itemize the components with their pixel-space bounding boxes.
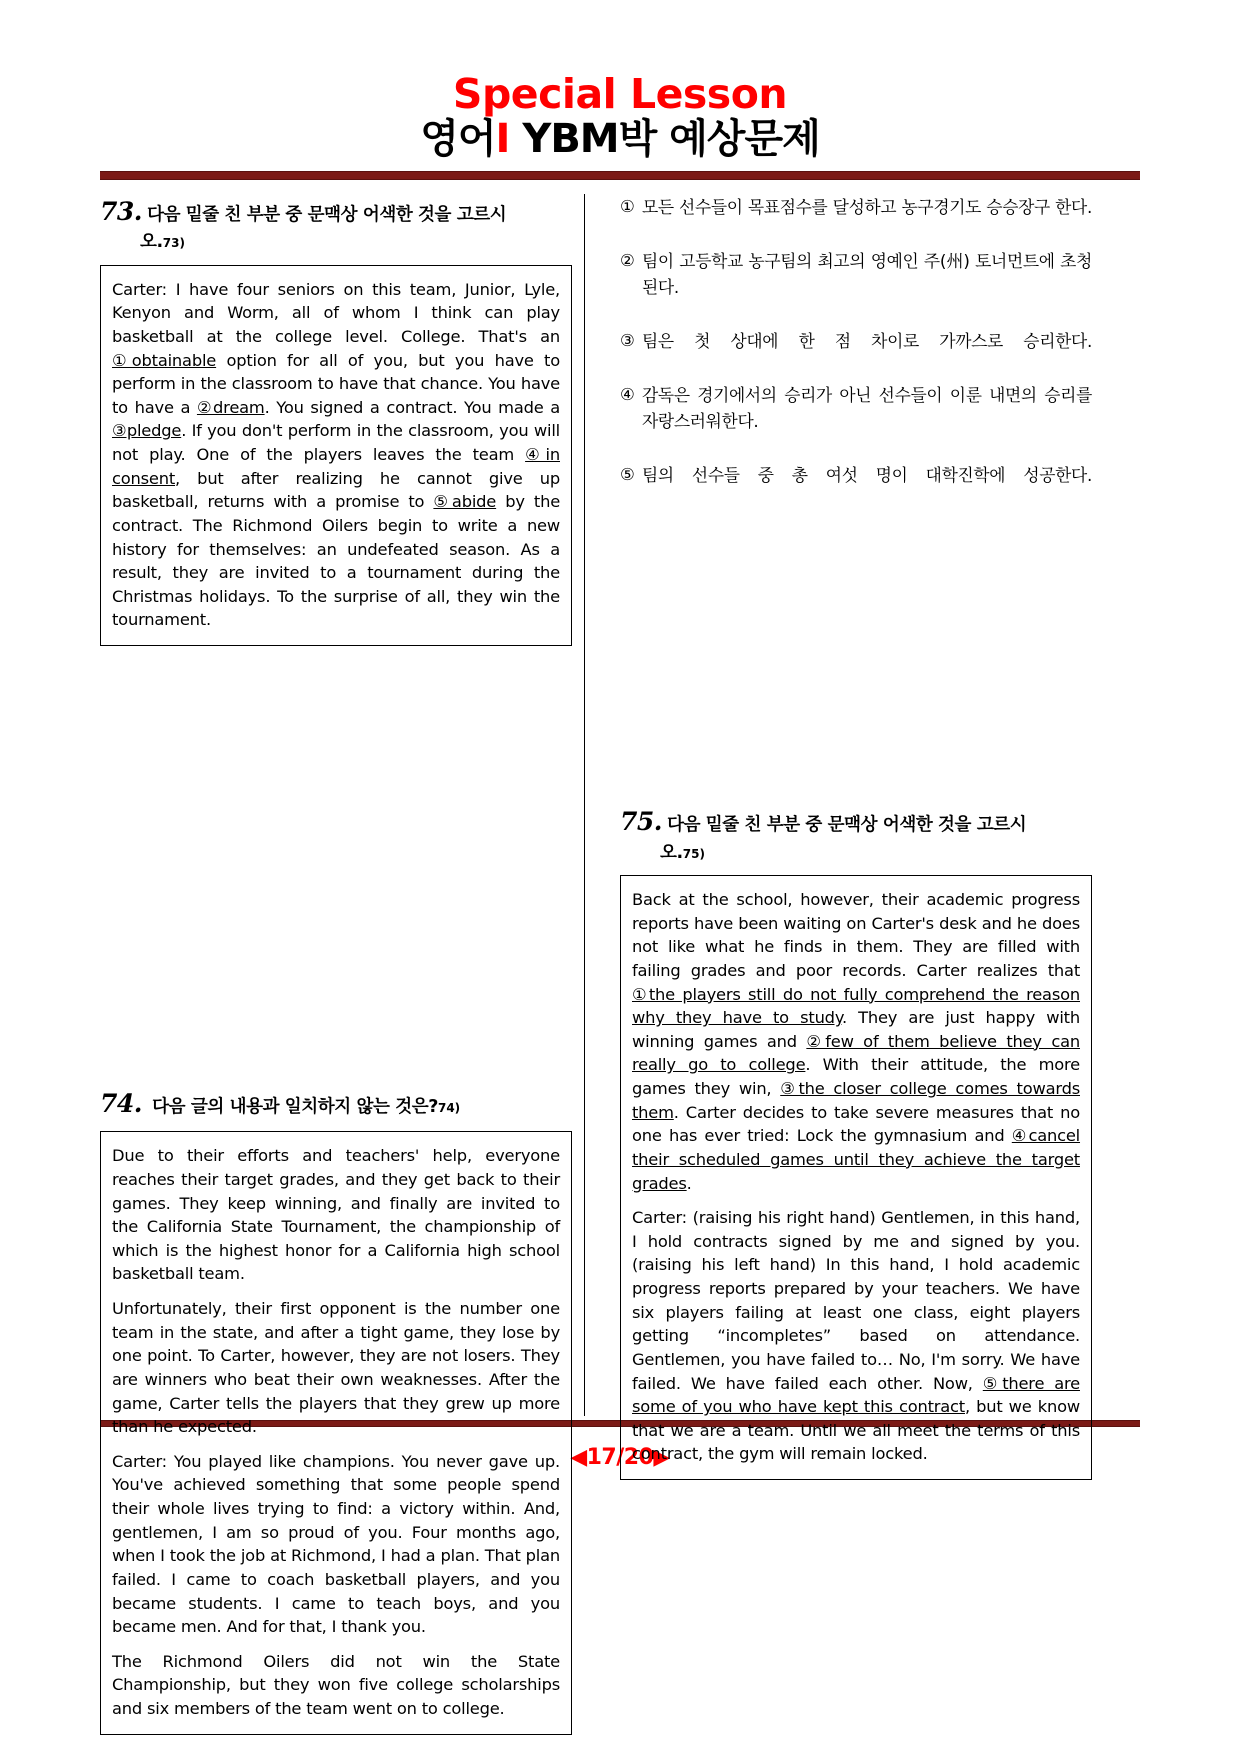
passage-span: . They are just happy with winning games and xyxy=(632,1008,1080,1051)
underlined-choice-span: ⑤there are some of you who have kept this contract xyxy=(632,1373,1080,1417)
choice-text: 모든 선수들이 목표점수를 달성하고 농구경기도 승승장구 한다. xyxy=(642,197,1092,217)
choice-marker: ③ xyxy=(620,331,635,351)
passage-span: , but we know that we are a team. Until we all meet the terms of this contract, the gym will remain locked. xyxy=(632,1397,1080,1464)
header-divider-rule xyxy=(100,171,1140,180)
passage-span: Carter: (raising his right hand) Gentlemen, in this hand, I hold contracts signed by me and signed by you. (raising his left hand) In this hand, I hold academic progress reports prepared by your teachers. We have six players failing at least one class, eight players getting “incompletes” based on attendance. Gentlemen, you have failed to… No, I'm sorry. We have failed. We have failed each other. Now, xyxy=(632,1208,1080,1393)
header-title-english: Special Lesson xyxy=(452,70,788,118)
choice-text: 팀은 첫 상대에 한 점 차이로 가까스로 승리한다. xyxy=(642,331,1092,352)
choice-text: 감독은 경기에서의 승리가 아닌 선수들이 이룬 내면의 승리를 자랑스러워한다. xyxy=(642,385,1092,432)
question-73-choice-list xyxy=(620,194,1092,514)
document-header xyxy=(100,0,1140,162)
question-74-footnote: 74) xyxy=(437,1101,461,1115)
passage-span: , but after realizing he cannot give up basketball, returns with a promise to xyxy=(112,468,560,512)
question-74-prompt: 다음 글의 내용과 일치하지 않는 것은? xyxy=(152,1097,438,1117)
passage-paragraph xyxy=(632,1206,1080,1466)
header-title-korean-pre: 영어 xyxy=(420,116,496,162)
question-73-prompt-before: 다음 밑줄 친 부분 중 문맥상 xyxy=(147,205,363,225)
choice-item[interactable] xyxy=(620,328,1092,380)
question-75-paragraph-list xyxy=(632,888,1080,1466)
choice-marker: ⑤ xyxy=(620,465,635,485)
passage-span: . With their attitude, the more games they win, xyxy=(632,1055,1080,1098)
passage-paragraph: Due to their efforts and teachers' help, everyone reaches their target grades, and they get back to their games. They keep winning, and finally are invited to the California State Tournament, the championship of which is the highest honor for a California high school basketball team. xyxy=(112,1146,560,1284)
right-column-spacer xyxy=(620,516,1092,804)
passage-paragraph: Unfortunately, their first opponent is the number one team in the state, and after a tight game, they lose by one point. To Carter, however, they are not losers. They are winners who beat their own weaknesses. After the game, Carter tells the players that they grew up more than he expected. xyxy=(112,1299,560,1437)
passage-span: . If you don't perform in the classroom, you will not play. One of the players leaves the team xyxy=(112,421,560,464)
question-74-number: 74. xyxy=(100,1089,142,1118)
question-75-heading xyxy=(620,804,1092,866)
choice-item[interactable] xyxy=(620,382,1092,460)
question-73-passage-text xyxy=(112,278,560,632)
question-73-prompt-line2: 오. xyxy=(140,232,163,253)
choice-item[interactable] xyxy=(620,462,1092,514)
underlined-choice-span: ③the closer college comes towards them xyxy=(632,1079,1080,1122)
question-75-prompt-after: 고르시 xyxy=(971,815,1027,836)
passage-span: . Carter decides to take severe measures that no one has ever tried: Lock the gymnasium and xyxy=(632,1102,1080,1146)
page-indicator: ◀17/20▶ xyxy=(570,1445,670,1470)
header-title-korean xyxy=(100,116,1140,162)
question-74-passage-box xyxy=(100,1131,572,1734)
header-title-korean-post: YBM박 예상문제 xyxy=(509,116,820,162)
question-75-passage-box xyxy=(620,875,1092,1480)
question-74-paragraph-list xyxy=(112,1144,560,1720)
choice-marker: ① xyxy=(620,197,635,216)
passage-span: . xyxy=(686,1173,692,1193)
underlined-choice-span: ④in consent xyxy=(112,445,560,488)
passage-paragraph: Carter: You played like champions. You never gave up. You've achieved something that some people spend their whole lives trying to find: a victory within. And, gentlemen, I am so proud of you. Four months ago, when I took the job at Richmond, I had a plan. That plan failed. I came to coach basketball players, and you became students. I came to teach boys, and you became men. And for that, I thank you. xyxy=(112,1451,560,1637)
question-73-prompt-after: 고르시 xyxy=(451,205,507,225)
underlined-choice-span: ③pledge xyxy=(112,421,182,441)
choice-text: 팀의 선수들 중 총 여섯 명이 대학진학에 성공한다. xyxy=(642,465,1092,486)
passage-span: by the contract. The Richmond Oilers begin to write a new history for themselves: an undefeated season. As a result, they are invited to a tournament during the Christmas holidays. To the surprise of all, they win the tournament. xyxy=(112,492,561,630)
choice-text: 팀이 고등학교 농구팀의 최고의 영예인 주(州) 토너먼트에 초청된다. xyxy=(642,251,1092,298)
passage-span: Carter: I have four seniors on this team, Junior, Lyle, Kenyon and Worm, all of whom I think can play basketball at the college level. College. That's an xyxy=(112,279,560,346)
underlined-choice-span: ②few of them believe they can really go to college xyxy=(632,1031,1080,1075)
question-73-prompt-underlined: 어색한 것을 xyxy=(362,205,452,225)
question-75-prompt-before: 다음 밑줄 친 부분 중 문맥상 xyxy=(667,815,883,836)
question-73-footnote: 73) xyxy=(162,236,185,251)
left-column xyxy=(100,194,590,1718)
passage-paragraph: The Richmond Oilers did not win the State Championship, but they won five college scholarships and six members of the team went on to college. xyxy=(112,1651,560,1718)
header-title-korean-accent: I xyxy=(495,116,510,162)
underlined-choice-span: ⑤abide xyxy=(433,492,497,512)
choice-item[interactable] xyxy=(620,248,1092,326)
question-73-passage-box xyxy=(100,265,572,646)
choice-marker: ④ xyxy=(620,385,635,405)
question-75-number: 75. xyxy=(620,807,662,837)
choice-item[interactable] xyxy=(620,194,1092,246)
underlined-choice-span: ①the players still do not fully comprehend the reason why they have to study xyxy=(632,984,1080,1028)
question-74-heading xyxy=(100,1086,572,1122)
choice-marker: ② xyxy=(620,251,635,271)
left-column-spacer xyxy=(100,646,572,1086)
passage-span: Back at the school, however, their academic progress reports have been waiting on Carter's desk and he does not like what he finds in them. They are filled with failing grades and poor records. Carter realizes that xyxy=(632,890,1080,980)
question-73-heading xyxy=(100,194,572,256)
question-75-footnote: 75) xyxy=(682,846,705,861)
question-75-prompt-underlined: 어색한 것을 xyxy=(882,815,972,836)
underlined-choice-span: ①obtainable xyxy=(112,350,217,370)
passage-paragraph xyxy=(632,888,1080,1195)
passage-span: option for all of you, but you have to perform in the classroom to have that chance. You have to have a xyxy=(112,350,561,417)
question-73-number: 73. xyxy=(100,197,142,226)
question-75-prompt-line2: 오. xyxy=(660,842,683,863)
passage-span: . You signed a contract. You made a xyxy=(264,397,561,417)
underlined-choice-span: ④cancel their scheduled games until they achieve the target grades xyxy=(632,1126,1081,1193)
underlined-choice-span: ②dream xyxy=(196,397,265,417)
